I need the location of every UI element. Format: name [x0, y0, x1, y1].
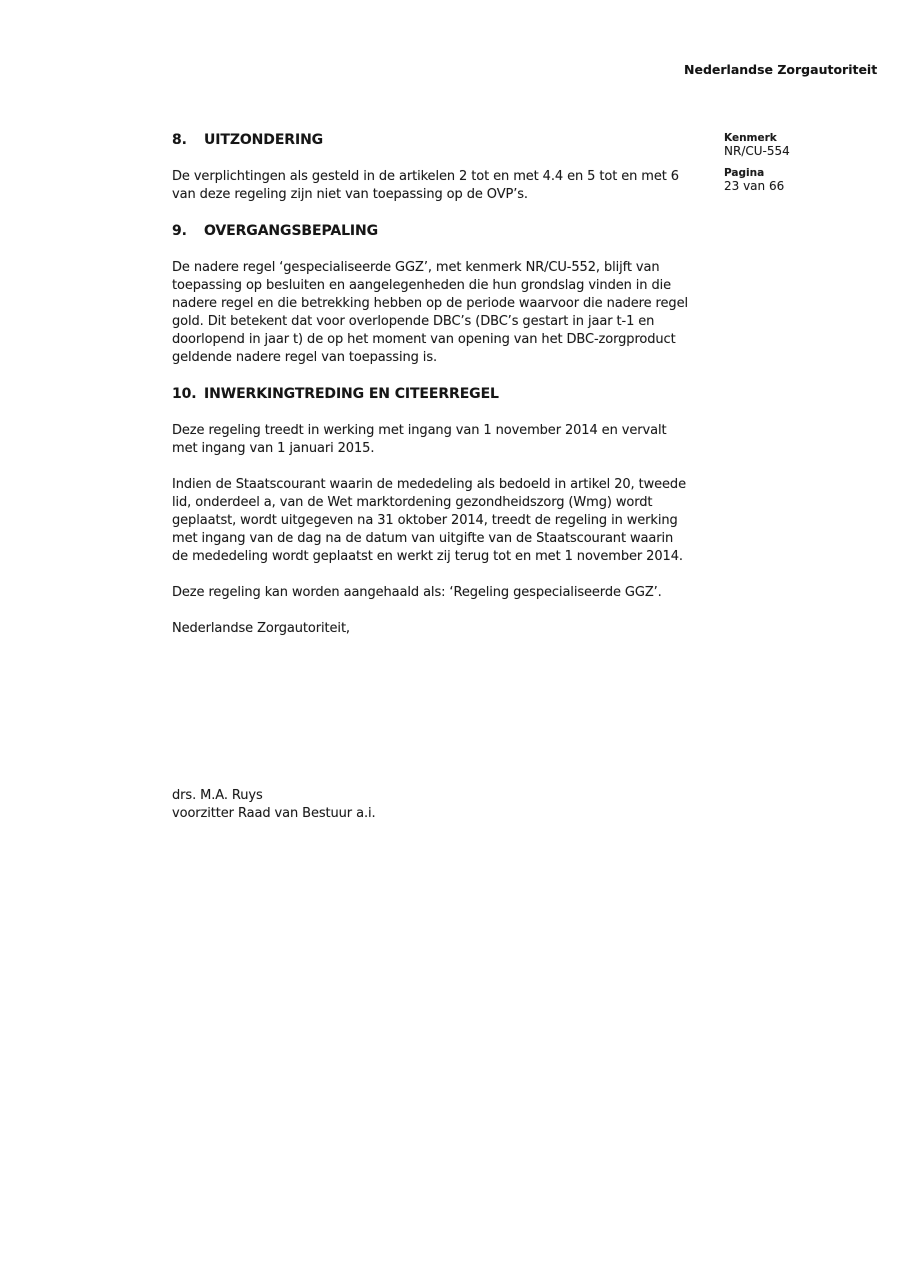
document-body: [172, 131, 692, 638]
page-meta: [724, 132, 854, 193]
kenmerk-group: [724, 132, 854, 158]
kenmerk-value: NR/CU-554: [724, 144, 790, 158]
signature-role: voorzitter Raad van Bestuur a.i.: [172, 806, 376, 821]
closing-line: Nederlandse Zorgautoriteit,: [172, 621, 350, 636]
signature-block: [172, 787, 376, 823]
section-paragraph: Deze regeling treedt in werking met ingang van 1 november 2014 en vervalt met ingang van 1 januari 2015.: [172, 423, 667, 456]
section-number: 10.: [172, 386, 197, 402]
pagina-value: 23 van 66: [724, 179, 785, 193]
section-title: INWERKINGTREDING EN CITEERREGEL: [204, 386, 499, 402]
section-paragraph: Indien de Staatscourant waarin de mededeling als bedoeld in artikel 20, tweede lid, onderdeel a, van de Wet marktordening gezondheidszorg (Wmg) wordt geplaatst, wordt uitgegeven na 31 oktober 2014, treedt de regeling in werking met ingang van de dag na de datum van uitgifte van de Staatscourant waarin de mededeling wordt geplaatst en werkt zij terug tot en met 1 november 2014.: [172, 477, 686, 564]
section-paragraph: Deze regeling kan worden aangehaald als: ‘Regeling gespecialiseerde GGZ’.: [172, 585, 662, 600]
section-heading: [172, 385, 692, 403]
section-title: UITZONDERING: [204, 132, 324, 148]
nza-logo: Nederlandse Zorgautoriteit: [684, 62, 878, 77]
section-paragraph: De verplichtingen als gesteld in de artikelen 2 tot en met 4.4 en 5 tot en met 6 van deze regeling zijn niet van toepassing op de OVP’s.: [172, 169, 679, 202]
section-heading: [172, 222, 692, 240]
section-inwerkingtreding: [172, 385, 692, 602]
signature-name: drs. M.A. Ruys: [172, 788, 263, 803]
section-overgangsbepaling: [172, 222, 692, 367]
section-number: 9.: [172, 223, 187, 239]
section-heading: [172, 131, 692, 149]
kenmerk-label: Kenmerk: [724, 132, 777, 144]
section-number: 8.: [172, 132, 187, 148]
pagina-group: [724, 167, 854, 193]
section-paragraph: De nadere regel ‘gespecialiseerde GGZ’, met kenmerk NR/CU-552, blijft van toepassing op besluiten en aangelegenheden die hun grondslag vinden in die nadere regel en die betrekking hebben op de periode waarvoor die nadere regel gold. Dit betekent dat voor overlopende DBC’s (DBC’s gestart in jaar t-1 en doorlopend in jaar t) de op het moment van opening van het DBC-zorgproduct geldende nadere regel van toepassing is.: [172, 260, 688, 365]
pagina-label: Pagina: [724, 167, 765, 179]
section-uitzondering: [172, 131, 692, 204]
section-title: OVERGANGSBEPALING: [204, 223, 379, 239]
